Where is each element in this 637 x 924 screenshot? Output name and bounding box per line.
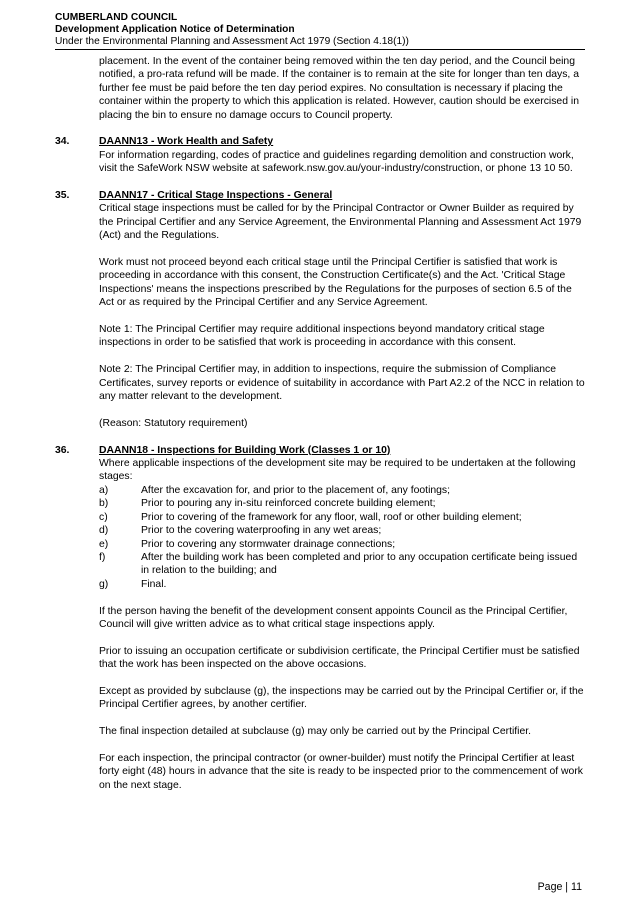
note-paragraph: Note 2: The Principal Certifier may, in addition to inspections, require the submission of Compliance Certificates, survey reports or evidence of suitability in accordance with Part A2.2 of the NCC in relation to any matter relevant to the development. bbox=[99, 364, 585, 403]
header-divider bbox=[55, 49, 585, 50]
condition-paragraph: If the person having the benefit of the development consent appoints Council as the Principal Certifier, Council will give written advice as to what critical stage inspections apply. bbox=[99, 605, 568, 630]
reason-text: (Reason: Statutory requirement) bbox=[99, 417, 248, 429]
condition-paragraph: The final inspection detailed at subclause (g) may only be carried out by the Principal Certifier. bbox=[99, 726, 532, 738]
list-item: g) Final. bbox=[99, 578, 167, 590]
list-item: b) Prior to pouring any in-situ reinforced concrete building element; bbox=[99, 498, 436, 510]
document-subtitle: Under the Environmental Planning and Assessment Act 1979 (Section 4.18(1)) bbox=[55, 36, 409, 48]
page-number: Page | 11 bbox=[537, 881, 582, 893]
condition-paragraph: For information regarding, codes of practice and guidelines regarding demolition and construction work, visit the SafeWork NSW website at safework.nsw.gov.au/your-industry/construction, or phone 13 10 50. bbox=[99, 149, 574, 175]
list-item: f) After the building work has been completed and prior to any occupation certificate being issued in relation to the building; and bbox=[99, 551, 578, 577]
list-item: a) After the excavation for, and prior to the placement of, any footings; bbox=[99, 484, 451, 496]
condition-title: DAANN18 - Inspections for Building Work (Classes 1 or 10) bbox=[99, 444, 391, 456]
page-header bbox=[55, 12, 585, 49]
note-paragraph: Note 1: The Principal Certifier may require additional inspections beyond mandatory critical stage inspections in order to be satisfied that work is proceeding in accordance with this consent. bbox=[99, 324, 545, 349]
condition-paragraph: Prior to issuing an occupation certificate or subdivision certificate, the Principal Certifier must be satisfied that the work has been inspected on the above occasions. bbox=[99, 645, 580, 671]
condition-number: 34. bbox=[55, 136, 70, 148]
document-body bbox=[55, 55, 585, 792]
condition-number: 35. bbox=[55, 190, 70, 202]
condition-intro: Where applicable inspections of the development site may be required to be undertaken at the following stages: bbox=[99, 458, 576, 483]
condition-35 bbox=[55, 189, 585, 430]
list-item: e) Prior to covering any stormwater drainage connections; bbox=[99, 538, 396, 550]
continuation-paragraph: placement. In the event of the container being removed within the ten day period, and the Council being notified, a pro-rata refund will be made. If the container is to remain at the site for longer than ten days, a further fee must be paid before the ten day period expires. No consultation is necessary if placing the container within the property to which this application is related. However, caution should be exercised in placing the bin to ensure no damage occurs to Council property. bbox=[99, 56, 579, 121]
council-name: CUMBERLAND COUNCIL bbox=[55, 12, 178, 23]
document-title: Development Application Notice of Determination bbox=[55, 24, 295, 36]
condition-paragraph: Work must not proceed beyond each critical stage until the Principal Certifier is satisfied that work is proceeding in accordance with this consent, the Construction Certificate(s) and the Act. 'Critical Stage Inspections' means the inspections prescribed by the Regulations for the purposes of section 6.5 of the Act or as required by the Principal Certifier and any Service Agreement. bbox=[99, 257, 572, 309]
inspection-stage-list bbox=[99, 484, 585, 591]
condition-number: 36. bbox=[55, 444, 70, 456]
list-item: c) Prior to covering of the framework for any floor, wall, roof or other building element; bbox=[99, 511, 522, 523]
condition-title: DAANN17 - Critical Stage Inspections - General bbox=[99, 190, 333, 202]
list-item: d) Prior to the covering waterproofing in any wet areas; bbox=[99, 525, 382, 537]
condition-paragraph: Except as provided by subclause (g), the inspections may be carried out by the Principal Certifier or, if the Principal Certifier agrees, by another certifier. bbox=[99, 685, 584, 711]
condition-paragraph: Critical stage inspections must be called for by the Principal Contractor or Owner Builder as required by the Principal Certifier and any Service Agreement, the Environmental Planning and Assessment Act 1979 (Act) and the Regulations. bbox=[99, 203, 582, 242]
condition-36 bbox=[55, 444, 585, 792]
condition-paragraph: For each inspection, the principal contractor (or owner-builder) must notify the Principal Certifier at least forty eight (48) hours in advance that the site is ready to be inspected prior to the commencement of work on the next stage. bbox=[99, 752, 583, 791]
condition-title: DAANN13 - Work Health and Safety bbox=[99, 136, 274, 148]
condition-34 bbox=[55, 135, 585, 175]
